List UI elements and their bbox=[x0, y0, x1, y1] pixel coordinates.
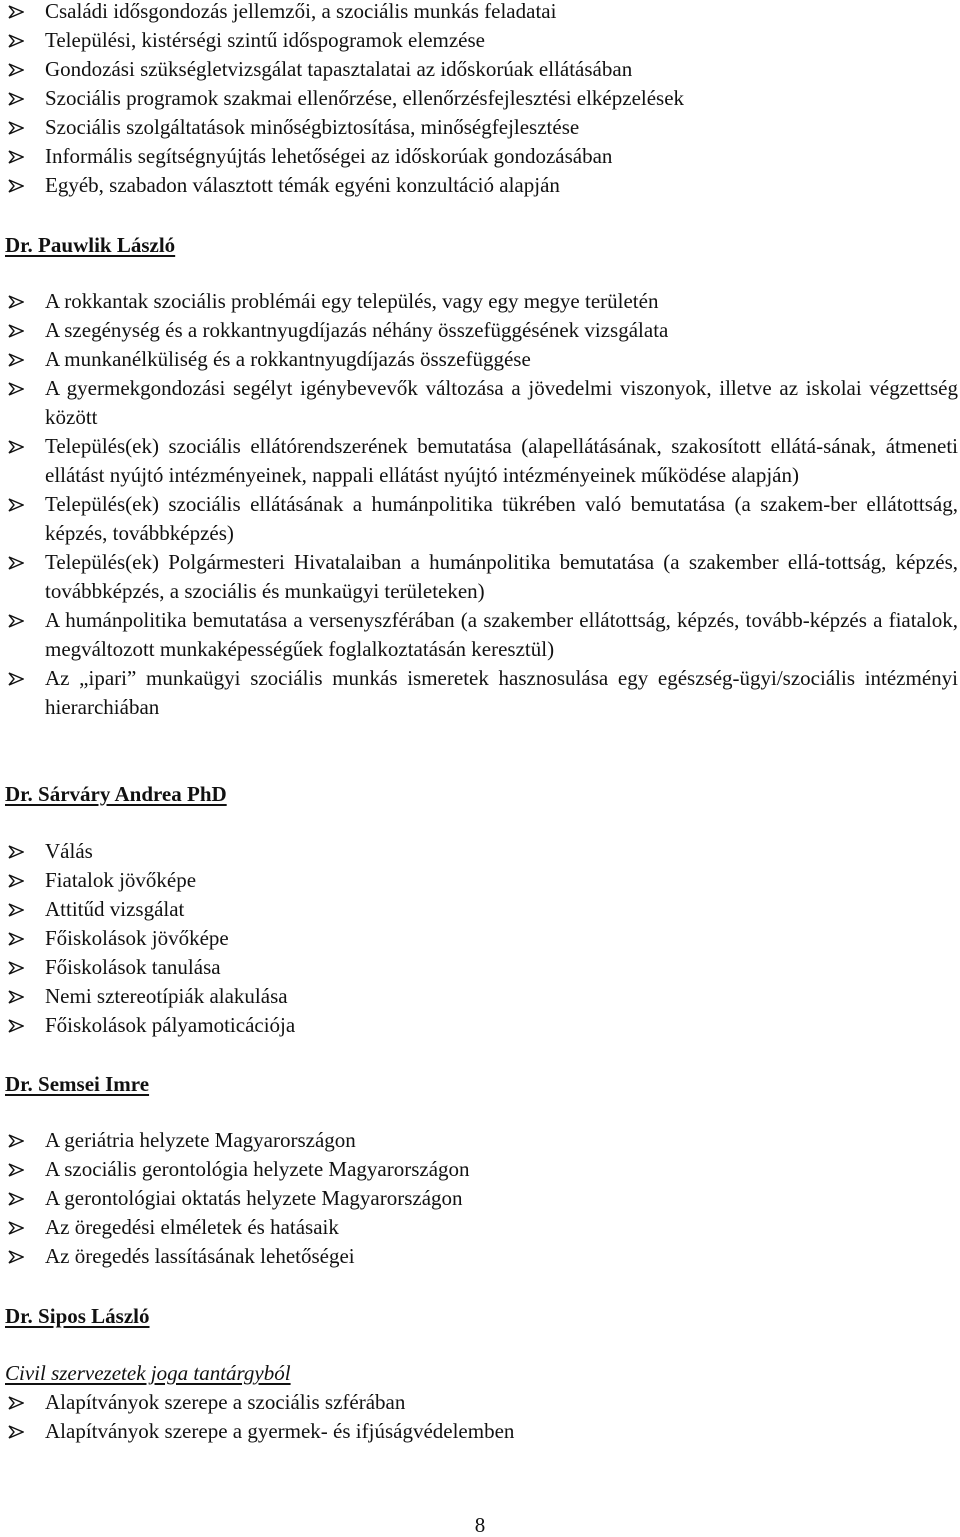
topic-list bbox=[3, 1126, 958, 1271]
list-item bbox=[3, 953, 958, 982]
list-item-text: A gyermekgondozási segélyt igénybevevők változása a jövedelmi viszonyok, illetve az iskolai végzettség között bbox=[45, 376, 958, 429]
list-item bbox=[3, 55, 958, 84]
arrowhead-bullet-icon bbox=[8, 672, 24, 686]
arrowhead-bullet-icon bbox=[8, 990, 24, 1004]
list-item bbox=[3, 113, 958, 142]
list-item bbox=[3, 1242, 958, 1271]
list-item-text: Főiskolások pályamoticációja bbox=[45, 1013, 296, 1037]
arrowhead-bullet-icon bbox=[8, 498, 24, 512]
list-item-text: A humánpolitika bemutatása a versenyszférában (a szakember ellátottság, képzés, tovább-képzés a fiatalok, megváltozott munkaképességűek foglalkoztatásán keresztül) bbox=[45, 608, 958, 661]
list-item bbox=[3, 1417, 958, 1446]
list-item bbox=[3, 26, 958, 55]
list-item-text: Település(ek) Polgármesteri Hivatalaiban a humánpolitika bemutatása (a szakember ellá-tottság, képzés, továbbképzés, a szociális és munkaügyi területeken) bbox=[45, 550, 958, 603]
list-item-text: A szegénység és a rokkantnyugdíjazás néhány összefüggésének vizsgálata bbox=[45, 318, 669, 342]
arrowhead-bullet-icon bbox=[8, 1163, 24, 1177]
topic-list bbox=[3, 1388, 958, 1446]
list-item bbox=[3, 895, 958, 924]
list-item-text: A munkanélküliség és a rokkantnyugdíjazás összefüggése bbox=[45, 347, 531, 371]
arrowhead-bullet-icon bbox=[8, 845, 24, 859]
list-item bbox=[3, 287, 958, 316]
list-item-text: Attitűd vizsgálat bbox=[45, 897, 185, 921]
arrowhead-bullet-icon bbox=[8, 5, 24, 19]
list-item bbox=[3, 837, 958, 866]
list-item bbox=[3, 1126, 958, 1155]
arrowhead-bullet-icon bbox=[8, 295, 24, 309]
page-number: 8 bbox=[474, 1513, 486, 1537]
list-item-text: Települési, kistérségi szintű időspogramok elemzése bbox=[45, 28, 485, 52]
list-item-text: Az „ipari” munkaügyi szociális munkás ismeretek hasznosulása egy egészség-ügyi/szociális intézményi hierarchiában bbox=[45, 666, 958, 719]
arrowhead-bullet-icon bbox=[8, 179, 24, 193]
list-item-text: Főiskolások tanulása bbox=[45, 955, 221, 979]
arrowhead-bullet-icon bbox=[8, 1250, 24, 1264]
list-item bbox=[3, 84, 958, 113]
topic-list bbox=[3, 0, 958, 200]
list-item bbox=[3, 1155, 958, 1184]
arrowhead-bullet-icon bbox=[8, 903, 24, 917]
arrowhead-bullet-icon bbox=[8, 932, 24, 946]
arrowhead-bullet-icon bbox=[8, 1396, 24, 1410]
list-item-text: A geriátria helyzete Magyarországon bbox=[45, 1128, 356, 1152]
list-item bbox=[3, 0, 958, 26]
list-item-text: Informális segítségnyújtás lehetőségei az időskorúak gondozásában bbox=[45, 144, 613, 168]
list-item-text: A gerontológiai oktatás helyzete Magyarországon bbox=[45, 1186, 463, 1210]
arrowhead-bullet-icon bbox=[8, 1019, 24, 1033]
arrowhead-bullet-icon bbox=[8, 1425, 24, 1439]
arrowhead-bullet-icon bbox=[8, 1221, 24, 1235]
list-item-text: Szociális programok szakmai ellenőrzése, ellenőrzésfejlesztési elképzelések bbox=[45, 86, 685, 110]
list-item-text: Főiskolások jövőképe bbox=[45, 926, 229, 950]
arrowhead-bullet-icon bbox=[8, 34, 24, 48]
arrowhead-bullet-icon bbox=[8, 961, 24, 975]
list-item bbox=[3, 142, 958, 171]
list-item bbox=[3, 490, 958, 548]
list-item bbox=[3, 866, 958, 895]
list-item-text: A szociális gerontológia helyzete Magyarországon bbox=[45, 1157, 470, 1181]
list-item-text: Település(ek) szociális ellátásának a humánpolitika tükrében való bemutatása (a szakem-ber ellátottság, képzés, továbbképzés) bbox=[45, 492, 958, 545]
list-item-text: Gondozási szükségletvizsgálat tapasztalatai az időskorúak ellátásában bbox=[45, 57, 633, 81]
list-item bbox=[3, 664, 958, 722]
list-item-text: Alapítványok szerepe a gyermek- és ifjúságvédelemben bbox=[45, 1419, 515, 1443]
arrowhead-bullet-icon bbox=[8, 614, 24, 628]
list-item-text: Családi idősgondozás jellemzői, a szociális munkás feladatai bbox=[45, 0, 557, 23]
list-item bbox=[3, 171, 958, 200]
list-item-text: Nemi sztereotípiák alakulása bbox=[45, 984, 288, 1008]
section-heading: Dr. Sárváry Andrea PhD bbox=[5, 782, 227, 806]
arrowhead-bullet-icon bbox=[8, 150, 24, 164]
list-item-text: Az öregedés lassításának lehetőségei bbox=[45, 1244, 355, 1268]
section-heading: Dr. Semsei Imre bbox=[5, 1072, 150, 1096]
list-item-text: Egyéb, szabadon választott témák egyéni konzultáció alapján bbox=[45, 173, 560, 197]
list-item bbox=[3, 316, 958, 345]
list-item-text: Település(ek) szociális ellátórendszerének bemutatása (alapellátásának, szakosított ellátá-sának, átmeneti ellátást nyújtó intézményeinek, nappali ellátást nyújtó intézményeinek működése alapján) bbox=[45, 434, 958, 487]
arrowhead-bullet-icon bbox=[8, 382, 24, 396]
list-item bbox=[3, 982, 958, 1011]
arrowhead-bullet-icon bbox=[8, 353, 24, 367]
list-item-text: Fiatalok jövőképe bbox=[45, 868, 197, 892]
list-item bbox=[3, 548, 958, 606]
arrowhead-bullet-icon bbox=[8, 874, 24, 888]
arrowhead-bullet-icon bbox=[8, 440, 24, 454]
list-item bbox=[3, 606, 958, 664]
list-item bbox=[3, 1388, 958, 1417]
list-item bbox=[3, 1011, 958, 1040]
list-item bbox=[3, 924, 958, 953]
arrowhead-bullet-icon bbox=[8, 121, 24, 135]
list-item bbox=[3, 345, 958, 374]
arrowhead-bullet-icon bbox=[8, 92, 24, 106]
arrowhead-bullet-icon bbox=[8, 556, 24, 570]
list-item bbox=[3, 1184, 958, 1213]
list-item bbox=[3, 432, 958, 490]
arrowhead-bullet-icon bbox=[8, 1134, 24, 1148]
section-heading: Dr. Pauwlik László bbox=[5, 233, 176, 257]
section-subheading: Civil szervezetek joga tantárgyból bbox=[5, 1361, 291, 1385]
topic-list bbox=[3, 837, 958, 1040]
list-item bbox=[3, 374, 958, 432]
topic-list bbox=[3, 287, 958, 722]
arrowhead-bullet-icon bbox=[8, 1192, 24, 1206]
list-item-text: Az öregedési elméletek és hatásaik bbox=[45, 1215, 339, 1239]
list-item-text: A rokkantak szociális problémái egy település, vagy egy megye területén bbox=[45, 289, 659, 313]
arrowhead-bullet-icon bbox=[8, 324, 24, 338]
list-item bbox=[3, 1213, 958, 1242]
list-item-text: Alapítványok szerepe a szociális szférában bbox=[45, 1390, 406, 1414]
list-item-text: Válás bbox=[45, 839, 93, 863]
arrowhead-bullet-icon bbox=[8, 63, 24, 77]
list-item-text: Szociális szolgáltatások minőségbiztosítása, minőségfejlesztése bbox=[45, 115, 580, 139]
section-heading: Dr. Sipos László bbox=[5, 1304, 150, 1328]
